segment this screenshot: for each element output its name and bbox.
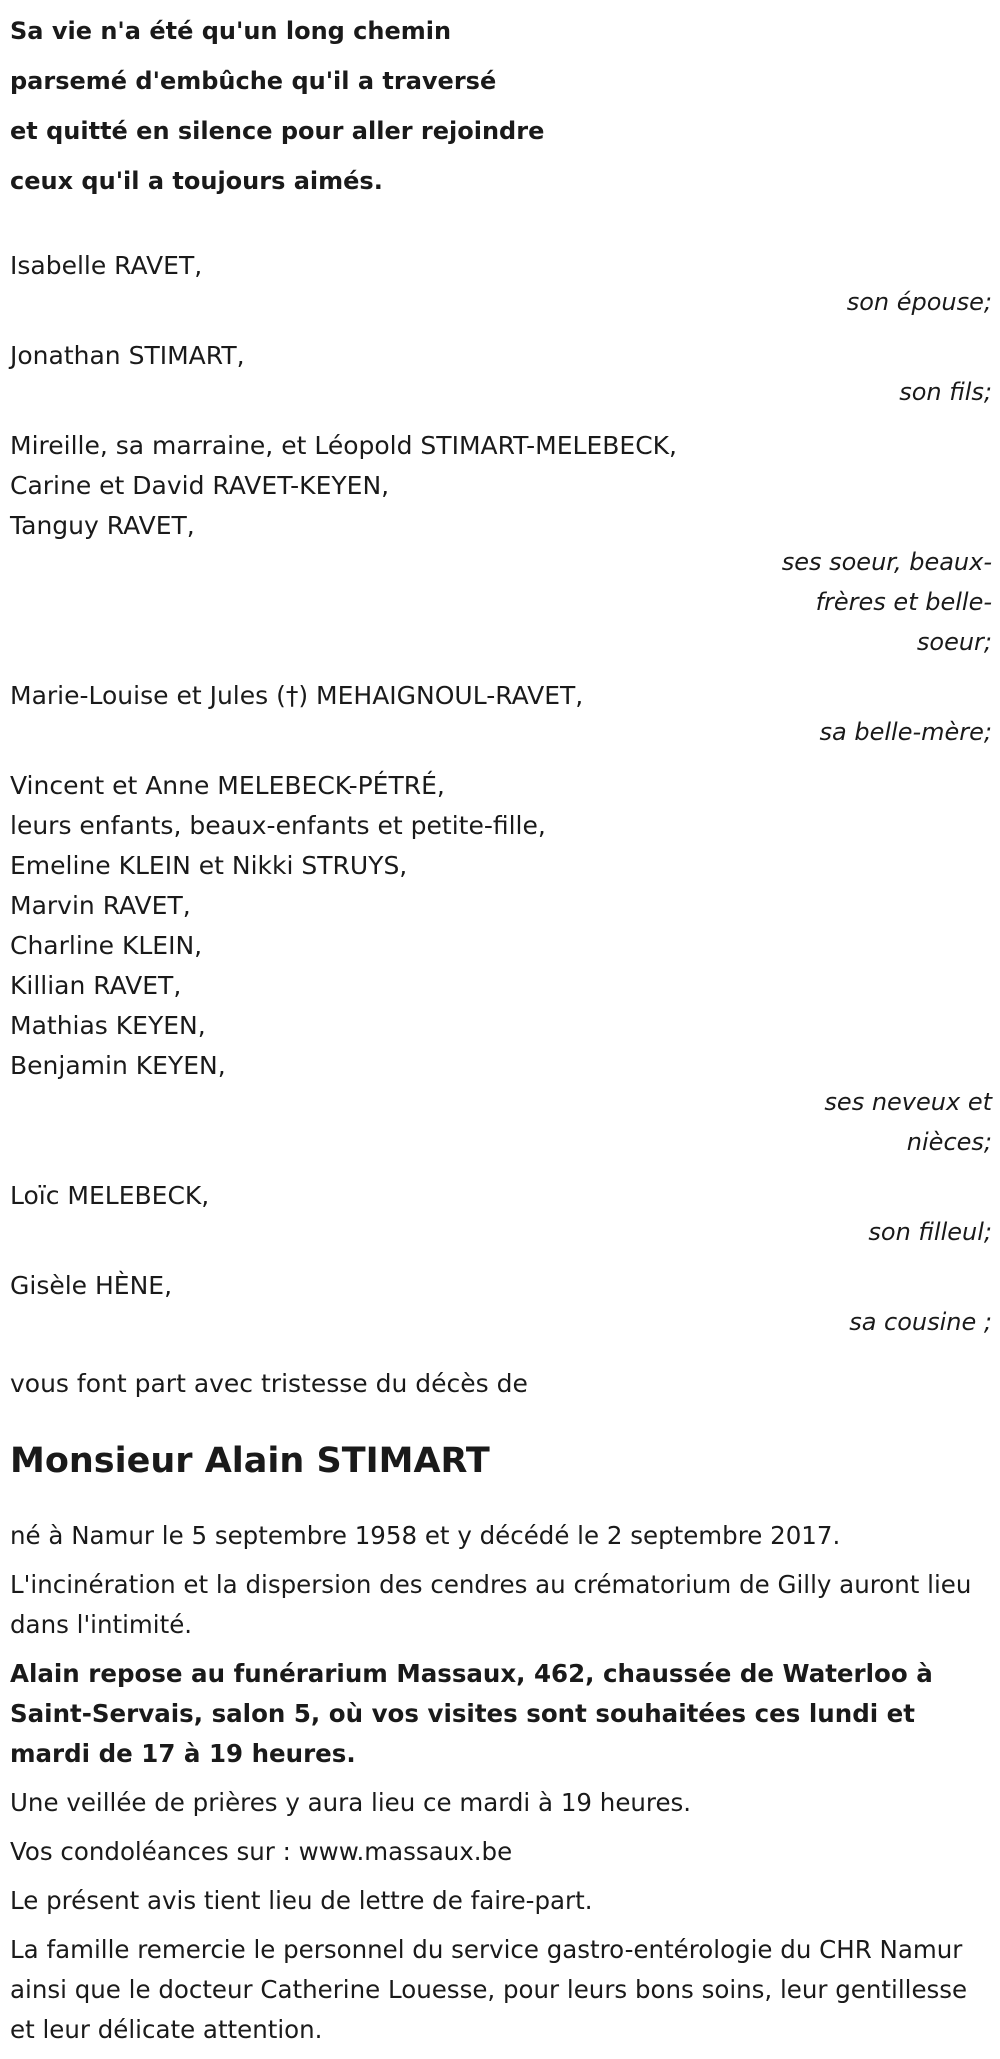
family-group-nephews	[10, 766, 992, 1162]
family-name: Killian RAVET,	[10, 971, 182, 1000]
cremation-text: L'incinération et la dispersion des cendres au crématorium de Gilly auront lieu dans l'intimité.	[10, 1570, 972, 1639]
obituary-content	[10, 6, 992, 2059]
family-relation: son filleul;	[868, 1218, 992, 1246]
family-group-spouse	[10, 246, 992, 322]
family-name: Marie-Louise et Jules (†) MEHAIGNOUL-RAVET,	[10, 681, 584, 710]
family-name: Gisèle HÈNE,	[10, 1271, 173, 1300]
family-group-godson	[10, 1176, 992, 1252]
family-name: Mathias KEYEN,	[10, 1011, 206, 1040]
family-relation: son fils;	[899, 378, 992, 406]
family-name: Isabelle RAVET,	[10, 251, 203, 280]
family-name: Tanguy RAVET,	[10, 511, 195, 540]
vigil-text: Une veillée de prières y aura lieu ce mardi à 19 heures.	[10, 1788, 692, 1817]
verse-line: et quitté en silence pour aller rejoindre	[10, 117, 545, 145]
family-name: Vincent et Anne MELEBECK-PÉTRÉ,	[10, 771, 445, 800]
family-group-son	[10, 336, 992, 412]
deceased-name: Monsieur Alain STIMART	[10, 1441, 490, 1481]
notice-text: Le présent avis tient lieu de lettre de faire-part.	[10, 1886, 593, 1915]
verse-line: parsemé d'embûche qu'il a traversé	[10, 67, 497, 95]
family-name: Jonathan STIMART,	[10, 341, 245, 370]
family-name: leurs enfants, beaux-enfants et petite-fille,	[10, 811, 546, 840]
family-group-cousin	[10, 1266, 992, 1342]
family-name: Emeline KLEIN et Nikki STRUYS,	[10, 851, 408, 880]
family-group-mother-in-law	[10, 676, 992, 752]
family-name: Charline KLEIN,	[10, 931, 203, 960]
announcement-text: vous font part avec tristesse du décès de	[10, 1369, 528, 1398]
family-name: Benjamin KEYEN,	[10, 1051, 226, 1080]
family-name: Mireille, sa marraine, et Léopold STIMART-MELEBECK,	[10, 431, 677, 460]
verse-line: Sa vie n'a été qu'un long chemin	[10, 17, 452, 45]
family-list	[10, 246, 992, 1342]
family-group-siblings	[10, 426, 992, 662]
obituary-details	[10, 1516, 992, 2050]
family-name: Marvin RAVET,	[10, 891, 191, 920]
family-relation: sa cousine ;	[849, 1308, 992, 1336]
family-relation: sa belle-mère;	[819, 718, 992, 746]
family-relation: son épouse;	[846, 288, 992, 316]
family-relation: ses neveux et nièces;	[824, 1088, 992, 1156]
verse-block	[10, 6, 992, 206]
visitation-text: Alain repose au funérarium Massaux, 462, chaussée de Waterloo à Saint-Servais, salon 5, où vos visites sont souhaitées ces lundi et mardi de 17 à 19 heures.	[10, 1659, 933, 1768]
family-relation: ses soeur, beaux-frères et belle-soeur;	[781, 548, 992, 656]
family-name: Carine et David RAVET-KEYEN,	[10, 471, 390, 500]
thanks-text: La famille remercie le personnel du service gastro-entérologie du CHR Namur ainsi que le docteur Catherine Louesse, pour leurs bons soins, leur gentillesse et leur délicate attention.	[10, 1935, 968, 2044]
condolences-text: Vos condoléances sur : www.massaux.be	[10, 1837, 513, 1866]
family-name: Loïc MELEBECK,	[10, 1181, 210, 1210]
birth-death-text: né à Namur le 5 septembre 1958 et y décédé le 2 septembre 2017.	[10, 1521, 841, 1550]
verse-line: ceux qu'il a toujours aimés.	[10, 167, 383, 195]
